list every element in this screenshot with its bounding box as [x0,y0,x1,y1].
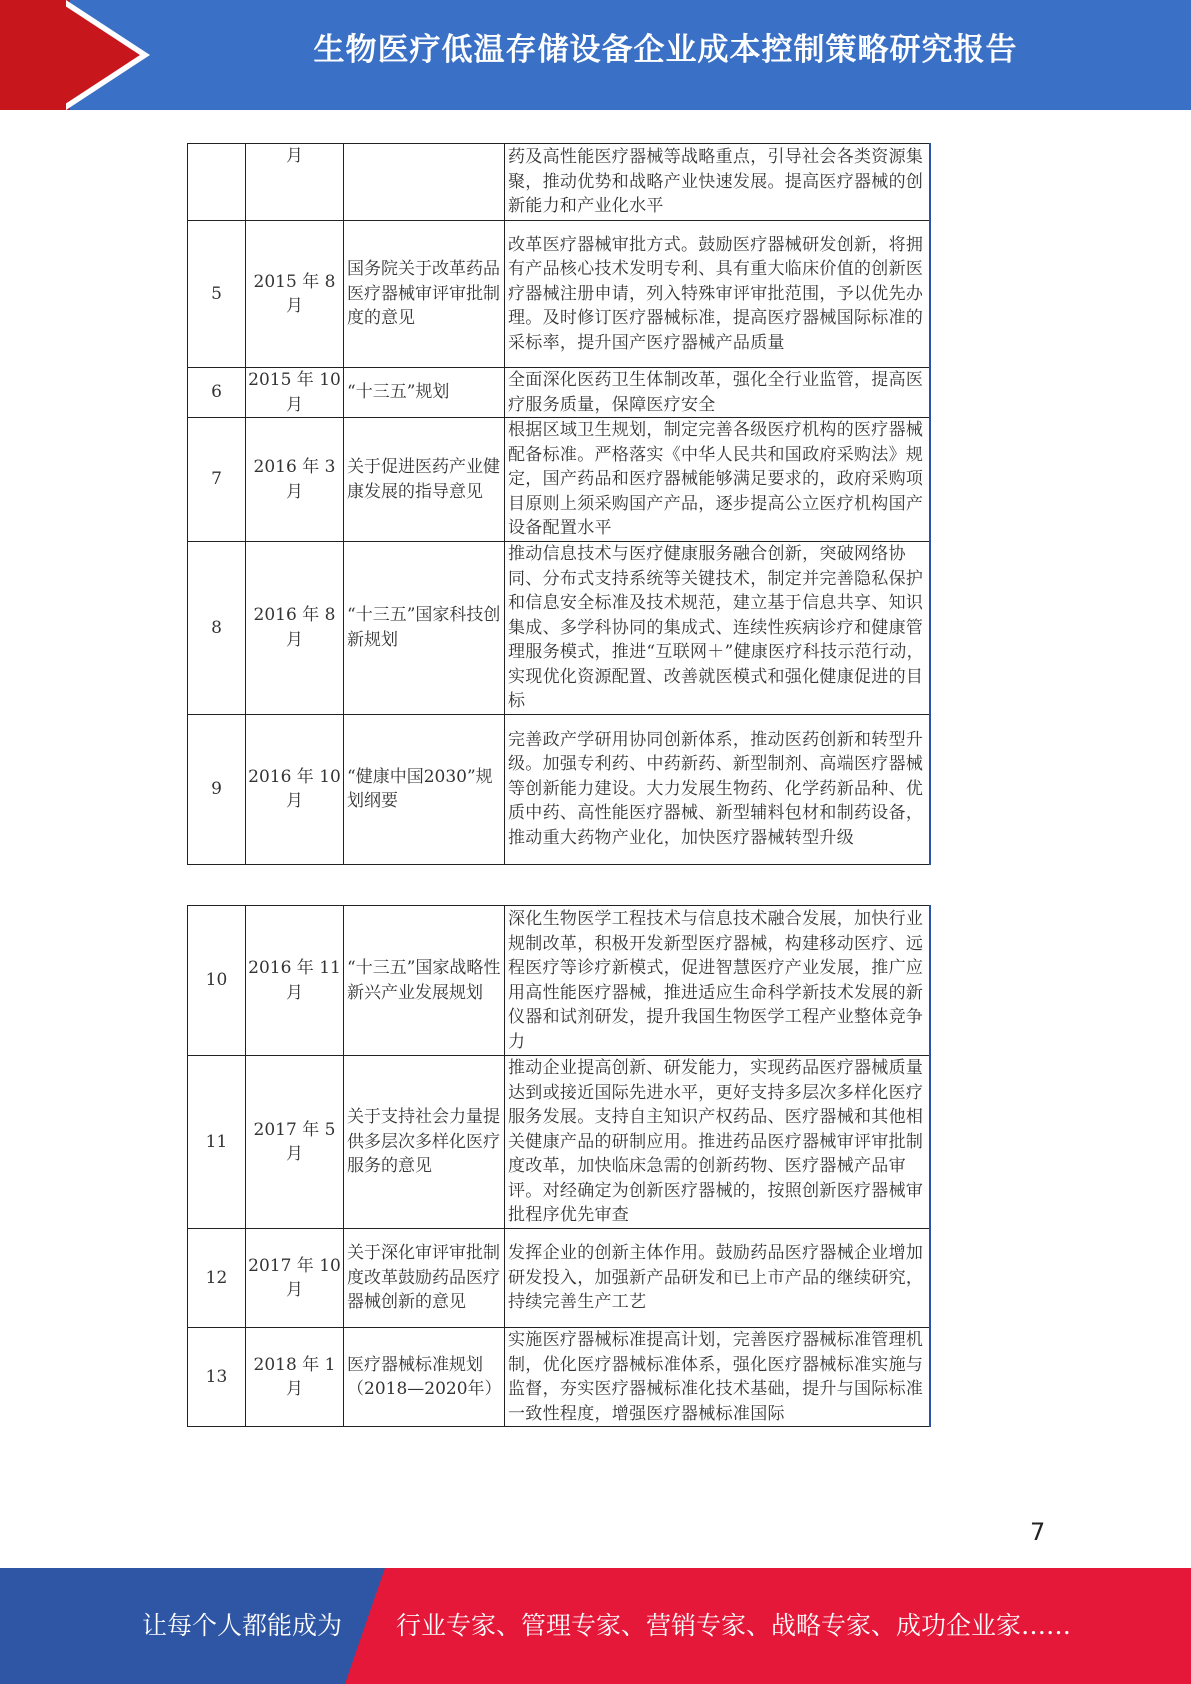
table-row [188,1056,930,1229]
row-number: 8 [188,542,246,715]
row-policy-name: 关于促进医药产业健康发展的指导意见 [344,418,505,542]
row-policy-name: 医疗器械标准规划（2018—2020年） [344,1328,505,1427]
page-footer [0,1568,1191,1684]
row-date: 2015 年 10 月 [246,368,344,418]
row-date: 2016 年 10 月 [246,714,344,864]
row-date: 2016 年 11 月 [246,906,344,1056]
footer-slogan-right: 行业专家、管理专家、营销专家、战略专家、成功企业家…… [396,1611,1072,1640]
row-policy-name: “十三五”国家科技创新规划 [344,542,505,715]
row-policy-name: “健康中国2030”规划纲要 [344,714,505,864]
policy-table-1 [187,143,931,865]
row-policy-name: “十三五”规划 [344,368,505,418]
row-policy-name: 国务院关于改革药品医疗器械审评审批制度的意见 [344,221,505,368]
page-number: 7 [1030,1518,1046,1546]
row-date: 2017 年 10 月 [246,1229,344,1328]
row-content: 实施医疗器械标准提高计划，完善医疗器械标准管理机制，优化医疗器械标准体系，强化医疗器械标准实施与监督，夯实医疗器械标准化技术基础，提升与国际标准一致性程度，增强医疗器械标准国际 [505,1328,930,1427]
row-policy-name: 关于深化审评审批制度改革鼓励药品医疗器械创新的意见 [344,1229,505,1328]
row-content: 深化生物医学工程技术与信息技术融合发展，加快行业规制改革，积极开发新型医疗器械，构建移动医疗、远程医疗等诊疗新模式，促进智慧医疗产业发展，推广应用高性能医疗器械，推进适应生命科学新技术发展的新仪器和试剂研发，提升我国生物医学工程产业整体竞争力 [505,906,930,1056]
header-red-chevron [56,0,140,110]
row-policy-name: “十三五”国家战略性新兴产业发展规划 [344,906,505,1056]
row-policy-name [344,144,505,221]
table-row [188,418,930,542]
row-date: 2016 年 8 月 [246,542,344,715]
row-number: 6 [188,368,246,418]
row-content: 药及高性能医疗器械等战略重点，引导社会各类资源集聚，推动优势和战略产业快速发展。提高医疗器械的创新能力和产业化水平 [505,144,930,221]
row-content: 发挥企业的创新主体作用。鼓励药品医疗器械企业增加研发投入，加强新产品研发和已上市产品的继续研究，持续完善生产工艺 [505,1229,930,1328]
table-row [188,542,930,715]
row-date: 2015 年 8 月 [246,221,344,368]
page-title: 生物医疗低温存储设备企业成本控制策略研究报告 [313,32,1018,68]
footer-blue-slant [345,1568,385,1684]
row-number [188,144,246,221]
policy-table-2 [187,905,931,1427]
row-content: 推动企业提高创新、研发能力，实现药品医疗器械质量达到或接近国际先进水平，更好支持多层次多样化医疗服务发展。支持自主知识产权药品、医疗器械和其他相关健康产品的研制应用。推进药品医疗器械审评审批制度改革，加快临床急需的创新药物、医疗器械产品审评。对经确定为创新医疗器械的，按照创新医疗器械审批程序优先审查 [505,1056,930,1229]
row-number: 11 [188,1056,246,1229]
row-content: 改革医疗器械审批方式。鼓励医疗器械研发创新，将拥有产品核心技术发明专利、具有重大临床价值的创新医疗器械注册申请，列入特殊审评审批范围，予以优先办理。及时修订医疗器械标准，提高医疗器械国际标准的采标率，提升国产医疗器械产品质量 [505,221,930,368]
row-number: 9 [188,714,246,864]
row-policy-name: 关于支持社会力量提供多层次多样化医疗服务的意见 [344,1056,505,1229]
row-date: 2016 年 3 月 [246,418,344,542]
row-number: 13 [188,1328,246,1427]
table-row [188,1229,930,1328]
row-number: 5 [188,221,246,368]
row-date: 2018 年 1 月 [246,1328,344,1427]
row-number: 7 [188,418,246,542]
table-row [188,906,930,1056]
table-row [188,1328,930,1427]
row-content: 根据区域卫生规划，制定完善各级医疗机构的医疗器械配备标准。严格落实《中华人民共和国政府采购法》规定，国产药品和医疗器械能够满足要求的，政府采购项目原则上须采购国产产品，逐步提高公立医疗机构国产设备配置水平 [505,418,930,542]
page-header [0,0,1191,110]
row-date: 2017 年 5 月 [246,1056,344,1229]
table-row [188,221,930,368]
table-row [188,714,930,864]
table-row [188,144,930,221]
row-content: 完善政产学研用协同创新体系，推动医药创新和转型升级。加强专利药、中药新药、新型制剂、高端医疗器械等创新能力建设。大力发展生物药、化学药新品种、优质中药、高性能医疗器械、新型辅料包材和制药设备，推动重大药物产业化，加快医疗器械转型升级 [505,714,930,864]
row-number: 12 [188,1229,246,1328]
row-date: 月 [246,144,344,221]
row-content: 全面深化医药卫生体制改革，强化全行业监管，提高医疗服务质量，保障医疗安全 [505,368,930,418]
row-content: 推动信息技术与医疗健康服务融合创新，突破网络协同、分布式支持系统等关键技术，制定并完善隐私保护和信息安全标准及技术规范，建立基于信息共享、知识集成、多学科协同的集成式、连续性疾病诊疗和健康管理服务模式，推进“互联网＋”健康医疗科技示范行动，实现优化资源配置、改善就医模式和强化健康促进的目标 [505,542,930,715]
row-number: 10 [188,906,246,1056]
footer-slogan-left: 让每个人都能成为 [142,1611,343,1640]
table-row [188,368,930,418]
